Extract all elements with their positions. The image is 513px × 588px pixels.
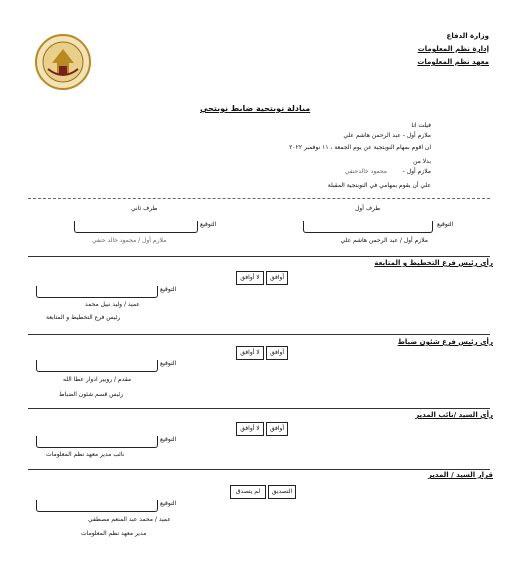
approval-4-approve-button[interactable]: التصديق [268,485,296,499]
divider [28,408,490,409]
instead-label: بدلا من [413,158,431,165]
party-second-name: ملازم أول / محمود خالد حنفي [92,237,167,244]
approval-4-signature-field[interactable] [36,500,158,512]
replacement-name: محمود خالدحنفي [344,168,387,175]
divider [28,198,490,199]
divider [28,256,490,257]
approval-1-role: رئيس فرع التخطيط و المتابعة [46,314,121,321]
closing-line: علي أن يقوم بمهامي في النوبتجية المقبلة [327,182,431,189]
approval-4-sign-label: التوقيع [160,500,177,507]
approval-1-name: عميد / وليد نبيل محمد [85,301,140,308]
party-second-signature-field[interactable] [74,221,198,233]
request-intro: فيلت انا [411,122,431,129]
approval-2-name: مقدم / روبير ادوار عطا الله [63,376,132,383]
approval-4-title: قرار السيد / المدير [427,471,493,479]
approval-3-sign-label: التوقيع [160,436,177,443]
department-name: إدارة نظم المعلومات [417,45,489,53]
approval-2-sign-label: التوقيع [160,360,177,367]
party-first-name: ملازم أول / عبد الرحمن هاشم علي [340,237,428,244]
approval-4-role: مدير معهد نظم المعلومات [81,530,147,537]
approval-4-name: عميد / محمد عبد المنعم مصطفي [88,516,171,523]
approval-3-title: رأي السيد /نائب المدير [415,411,493,419]
replacement-rank: ملازم أول - [402,168,431,175]
form-title: مبادلة نوبتجية ضابط نوبتجي [200,104,311,113]
party-first-label: طرف أول [355,205,381,212]
approval-4-reject-button[interactable]: لم يتصدق [230,485,266,499]
approval-2-title: رأي رئيس فرع شئون ضباط [397,338,493,346]
approval-2-reject-button[interactable]: لا أوافق [236,346,264,360]
approval-3-approve-button[interactable]: أوافق [266,422,288,436]
institute-name: معهد نظم المعلومات [417,58,489,66]
approval-2-signature-field[interactable] [36,360,158,372]
approval-3-signature-field[interactable] [36,436,158,448]
approval-1-sign-label: التوقيع [160,286,177,293]
approval-1-reject-button[interactable]: لا أوافق [236,271,264,285]
party-second-label: طرف ثاني [131,205,158,212]
duty-line: ان اقوم بمهام النوبتجية عن يوم الجمعة ، ١١ نوفمبر ٢٠٢٢ [289,144,431,151]
ministry-name: وزارة الدفاع [446,32,489,40]
divider [28,334,490,335]
approval-3-name: نائب مدير معهد نظم المعلومات [46,451,125,458]
party-first-signature-field[interactable] [303,221,433,233]
approval-1-title: رأي رئيس فرع التخطيط و المتابعة [374,259,493,267]
ministry-emblem-icon [34,33,92,91]
requester-name: ملازم أول - عبد الرحمن هاشم علي [343,132,431,139]
approval-3-reject-button[interactable]: لا أوافق [236,422,264,436]
approval-1-approve-button[interactable]: أوافق [266,271,288,285]
approval-2-role: رئيس قسم شئون الضباط [59,391,124,398]
divider [28,469,490,470]
party-first-sign-label: التوقيع [437,221,454,228]
party-second-sign-label: التوقيع [200,221,217,228]
approval-1-signature-field[interactable] [36,286,158,298]
approval-2-approve-button[interactable]: أوافق [266,346,288,360]
